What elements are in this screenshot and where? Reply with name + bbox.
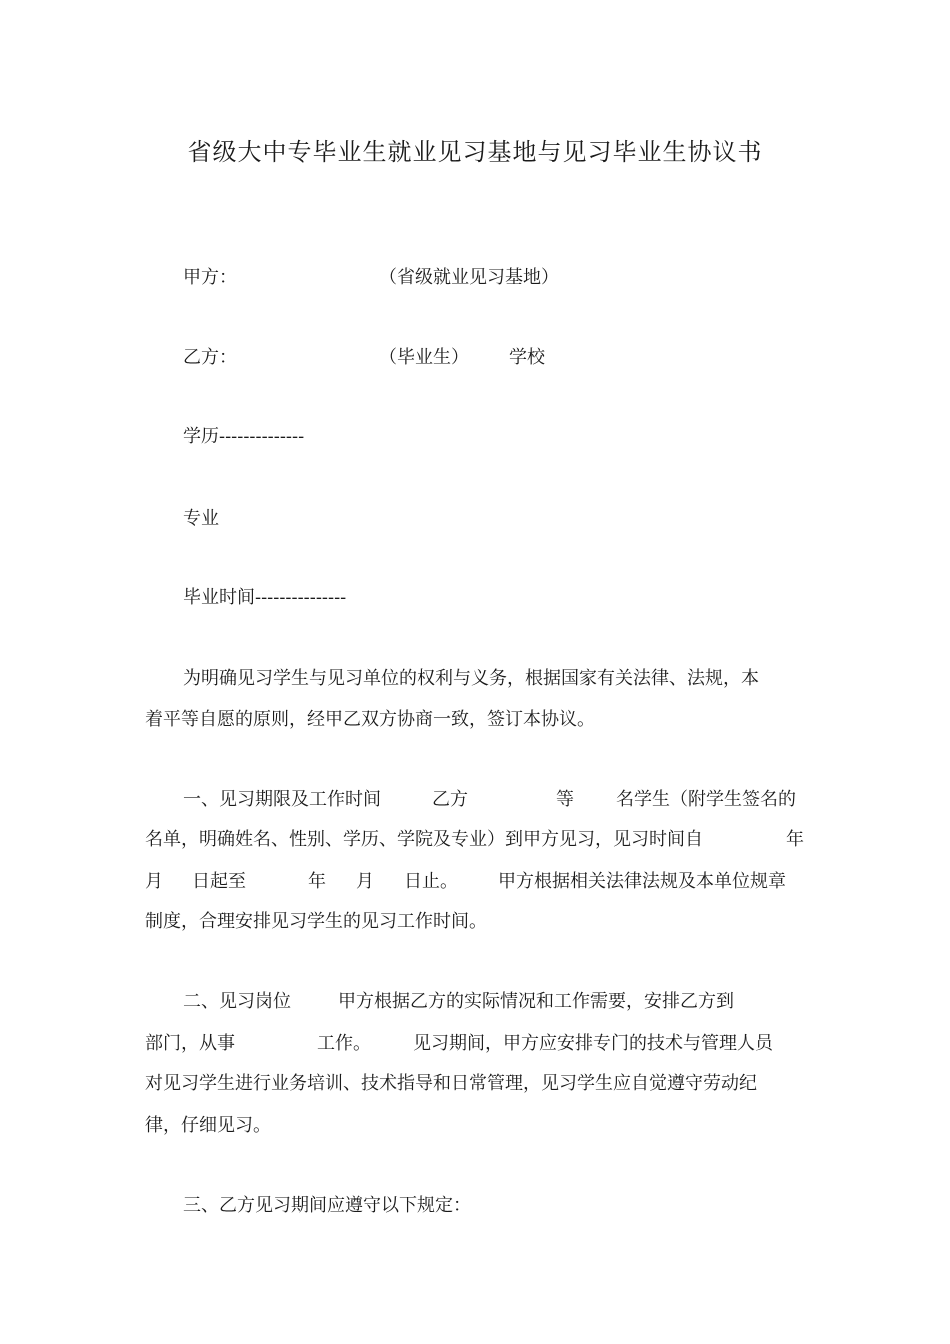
section1-line4: 制度，合理安排见习学生的见习工作时间。 — [145, 911, 487, 932]
section1-year-start: 年 — [786, 829, 804, 850]
section1-month-end: 月 — [356, 871, 374, 892]
section2-line1: 甲方根据乙方的实际情况和工作需要，安排乙方到 — [338, 991, 734, 1012]
section2-heading: 二、见习岗位 — [183, 991, 291, 1012]
party-a-note: （省级就业见习基地） — [379, 267, 559, 288]
section1-line3-rules: 甲方根据相关法律法规及本单位规章 — [498, 871, 786, 892]
section2-line4: 律，仔细见习。 — [145, 1115, 271, 1136]
party-a-label: 甲方： — [183, 267, 237, 288]
graduation-time-field: 毕业时间--------------- — [183, 587, 347, 608]
major-field: 专业 — [183, 508, 219, 529]
intro-paragraph-line2: 着平等自愿的原则，经甲乙双方协商一致，签订本协议。 — [145, 709, 595, 730]
section1-heading: 一、见习期限及工作时间 — [183, 789, 381, 810]
education-field: 学历-------------- — [183, 426, 305, 447]
party-b-note: （毕业生） — [379, 347, 469, 368]
section2-line3: 对见习学生进行业务培训、技术指导和日常管理，见习学生应自觉遵守劳动纪 — [145, 1073, 757, 1094]
party-b-school: 学校 — [509, 347, 545, 368]
section1-deng: 等 — [556, 789, 574, 810]
section2-line2: 见习期间，甲方应安排专门的技术与管理人员 — [413, 1033, 773, 1054]
section1-student-count: 名学生（附学生签名的 — [616, 789, 796, 810]
section2-work: 工作。 — [317, 1033, 371, 1054]
intro-paragraph-line1: 为明确见习学生与见习单位的权利与义务，根据国家有关法律、法规，本 — [183, 668, 759, 689]
section1-day-start: 日起至 — [192, 871, 246, 892]
party-b-label: 乙方： — [183, 347, 237, 368]
section3-heading: 三、乙方见习期间应遵守以下规定： — [183, 1195, 471, 1216]
section2-department: 部门，从事 — [145, 1033, 235, 1054]
section1-year-end: 年 — [308, 871, 326, 892]
section1-day-end: 日止。 — [404, 871, 458, 892]
section1-line2: 名单，明确姓名、性别、学历、学院及专业）到甲方见习，见习时间自 — [145, 829, 703, 850]
section1-month-start: 月 — [145, 871, 163, 892]
section1-yi: 乙方 — [432, 789, 468, 810]
document-title: 省级大中专毕业生就业见习基地与见习毕业生协议书 — [187, 138, 763, 166]
